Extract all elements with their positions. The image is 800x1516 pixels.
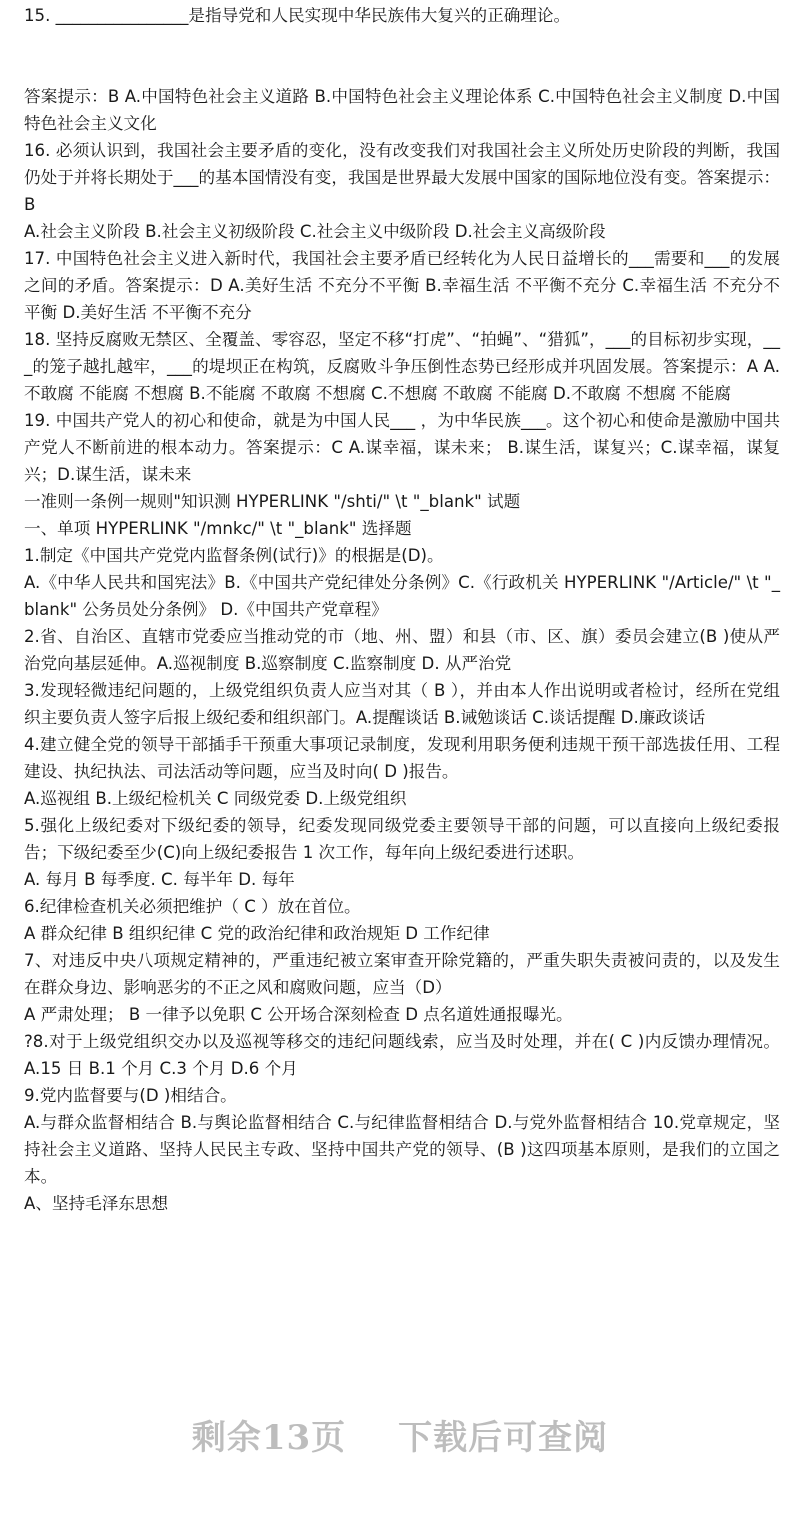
paragraph-item-7: 7、对违反中央八项规定精神的，严重违纪被立案审查开除党籍的，严重失职失责被问责的，以及发生在群众身边、影响恶劣的不正之风和腐败问题，应当（D） <box>24 951 780 997</box>
paragraph-q16-options: A.社会主义阶段 B.社会主义初级阶段 C.社会主义中级阶段 D.社会主义高级阶段 <box>24 222 606 241</box>
paragraph-q18: 18. 坚持反腐败无禁区、全覆盖、零容忍，坚定不移“打虎”、“拍蝇”、“猎狐”，___的目标初步实现，___的笼子越扎越牢，___的堤坝正在构筑，反腐败斗争压倒性态势已经形成并巩固发展。答案提示：A A.不敢腐 不能腐 不想腐 B.不能腐 不敢腐 不想腐 C.不想腐 不敢腐 不能腐 D.不敢腐 不想腐 不能腐 <box>24 330 780 403</box>
paragraph-item-3: 3.发现轻微违纪问题的，上级党组织负责人应当对其（ B ），并由本人作出说明或者检讨，经所在党组织主要负责人签字后报上级纪委和组织部门。A.提醒谈话 B.诫勉谈话 C.谈话提醒 D.廉政谈话 <box>24 681 780 727</box>
paragraph-q19: 19. 中国共产党人的初心和使命，就是为中国人民___ ，为中华民族___。这个初心和使命是激励中国共产党人不断前进的根本动力。答案提示：C A.谋幸福，谋未来； B.谋生活，谋复兴；C.谋幸福，谋复兴；D.谋生活，谋未来 <box>24 411 780 484</box>
section-heading-single-choice: 一、单项 HYPERLINK "/mnkc/" \t "_blank" 选择题 <box>24 519 412 538</box>
document-body <box>24 2 780 1217</box>
paragraph-item-10-option-a: A、坚持毛泽东思想 <box>24 1194 169 1213</box>
paragraph-item-1-options: A.《中华人民共和国宪法》B.《中国共产党纪律处分条例》C.《行政机关 HYPERLINK "/Article/" \t "_blank" 公务员处分条例》 D.《中国共产党章程》 <box>24 573 780 619</box>
download-prompt[interactable] <box>0 1410 800 1459</box>
paragraph-item-8: ?8.对于上级党组织交办以及巡视等移交的违纪问题线索，应当及时处理，并在( C )内反馈办理情况。A.15 日 B.1 个月 C.3 个月 D.6 个月 <box>24 1032 780 1078</box>
paragraph-q15: 15. ________________是指导党和人民实现中华民族伟大复兴的正确理论。 <box>24 6 571 25</box>
paragraph-item-1: 1.制定《中国共产党党内监督条例(试行)》的根据是(D)。 <box>24 546 444 565</box>
download-to-view-label: 下载后可查阅 <box>398 1418 609 1458</box>
paragraph-item-5: 5.强化上级纪委对下级纪委的领导，纪委发现同级党委主要领导干部的问题，可以直接向上级纪委报告；下级纪委至少(C)向上级纪委报告 1 次工作，每年向上级纪委进行述职。 <box>24 816 780 862</box>
remaining-pages-label: 剩余13页 <box>191 1418 347 1458</box>
section-heading-test: 一准则一条例一规则"知识测 HYPERLINK "/shti/" \t "_blank" 试题 <box>24 492 521 511</box>
paragraph-item-6: 6.纪律检查机关必须把维护（ C ）放在首位。 <box>24 897 361 916</box>
paragraph-item-2: 2.省、自治区、直辖市党委应当推动党的市（地、州、盟）和县（市、区、旗）委员会建立(B )使从严治党向基层延伸。A.巡视制度 B.巡察制度 C.监察制度 D. 从严治党 <box>24 627 780 673</box>
blank-spacer <box>24 29 780 83</box>
paragraph-item-4: 4.建立健全党的领导干部插手干预重大事项记录制度，发现利用职务便利违规干预干部选拔任用、工程建设、执纪执法、司法活动等问题，应当及时向( D )报告。 <box>24 735 780 781</box>
paragraph-item-5-options: A. 每月 B 每季度. C. 每半年 D. 每年 <box>24 870 295 889</box>
paragraph-item-7-options: A 严肃处理； B 一律予以免职 C 公开场合深刻检查 D 点名道姓通报曝光。 <box>24 1005 573 1024</box>
paragraph-q15-answer: 答案提示：B A.中国特色社会主义道路 B.中国特色社会主义理论体系 C.中国特色社会主义制度 D.中国特色社会主义文化 <box>24 87 780 133</box>
paragraph-q17: 17. 中国特色社会主义进入新时代，我国社会主要矛盾已经转化为人民日益增长的___需要和___的发展之间的矛盾。答案提示：D A.美好生活 不充分不平衡 B.幸福生活 不平衡不充分 C.幸福生活 不充分不平衡 D.美好生活 不平衡不充分 <box>24 249 780 322</box>
paragraph-item-9-options: A.与群众监督相结合 B.与舆论监督相结合 C.与纪律监督相结合 D.与党外监督相结合 10.党章规定，坚持社会主义道路、坚持人民民主专政、坚持中国共产党的领导、(B )这四项基本原则，是我们的立国之本。 <box>24 1113 780 1186</box>
paragraph-item-6-options: A 群众纪律 B 组织纪律 C 党的政治纪律和政治规矩 D 工作纪律 <box>24 924 490 943</box>
paragraph-item-9: 9.党内监督要与(D )相结合。 <box>24 1086 237 1105</box>
paragraph-q16: 16. 必须认识到，我国社会主要矛盾的变化，没有改变我们对我国社会主义所处历史阶段的判断，我国仍处于并将长期处于___的基本国情没有变，我国是世界最大发展中国家的国际地位没有变。答案提示：B <box>24 141 780 214</box>
paragraph-item-4-options: A.巡视组 B.上级纪检机关 C 同级党委 D.上级党组织 <box>24 789 407 808</box>
